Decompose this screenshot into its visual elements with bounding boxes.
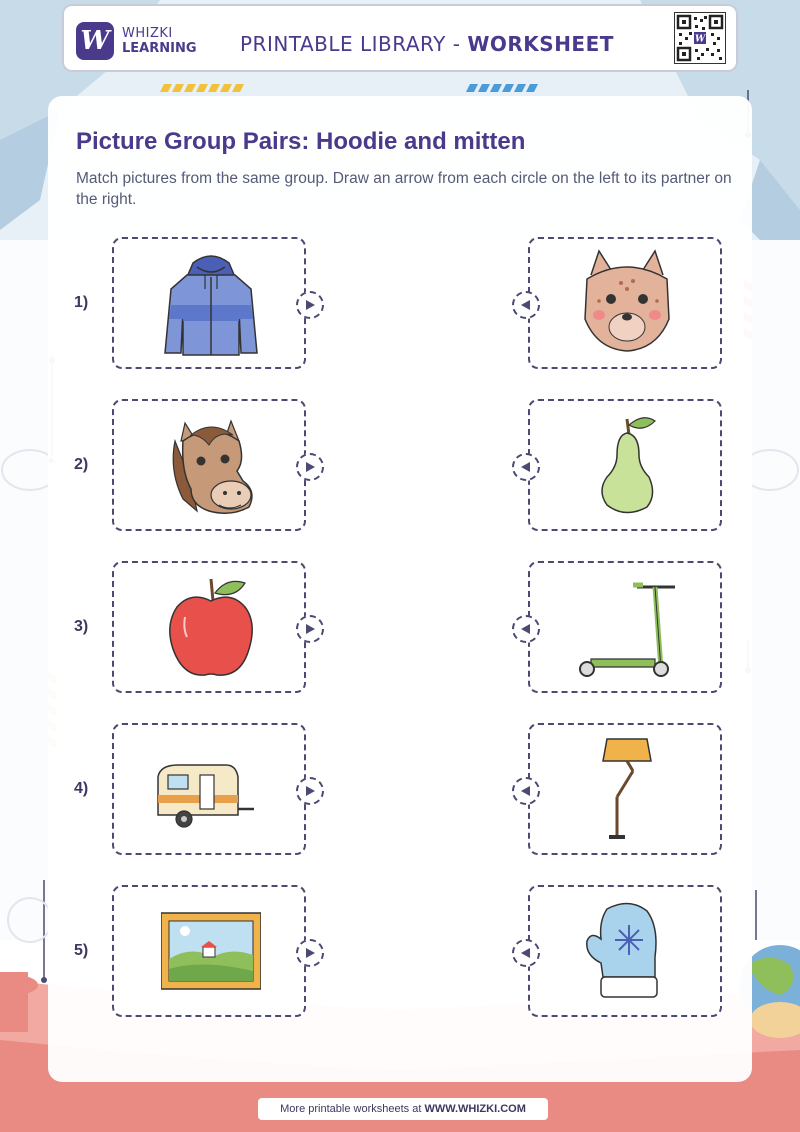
right-picture-box-1 xyxy=(528,237,722,369)
arrow-left-icon xyxy=(521,948,531,958)
right-match-circle-2[interactable] xyxy=(512,453,540,481)
pear-icon xyxy=(577,411,677,519)
row-number: 2) xyxy=(74,456,89,473)
row-number: 1) xyxy=(74,294,89,311)
arrow-right-icon xyxy=(305,948,315,958)
footer-prefix: More printable worksheets at xyxy=(280,1103,425,1115)
worksheet-instructions: Match pictures from the same group. Draw an arrow from each circle on the left to its partner on the right. xyxy=(76,170,732,208)
whizki-logo-icon: W xyxy=(76,22,114,60)
left-match-circle-5[interactable] xyxy=(296,939,324,967)
horse-icon xyxy=(161,411,261,519)
arrow-left-icon xyxy=(521,300,531,310)
hoodie-icon xyxy=(161,249,261,357)
arrow-right-icon xyxy=(305,786,315,796)
arrow-right-icon xyxy=(305,624,315,634)
arrow-left-icon xyxy=(521,462,531,472)
right-match-circle-3[interactable] xyxy=(512,615,540,643)
brand-line-2: LEARNING xyxy=(122,41,197,56)
worksheet-title: Picture Group Pairs: Hoodie and mitten xyxy=(76,128,526,155)
header-title-bold: WORKSHEET xyxy=(467,32,614,56)
arrow-right-icon xyxy=(305,462,315,472)
brand-name xyxy=(122,26,197,56)
left-picture-box-5 xyxy=(112,885,306,1017)
page-header xyxy=(62,4,738,72)
header-title xyxy=(240,32,614,56)
footer-site-link[interactable]: WWW.WHIZKI.COM xyxy=(424,1103,526,1115)
left-match-circle-3[interactable] xyxy=(296,615,324,643)
right-picture-box-4 xyxy=(528,723,722,855)
arrow-right-icon xyxy=(305,300,315,310)
qr-code-icon xyxy=(674,12,726,64)
brand-line-1: WHIZKI xyxy=(122,26,173,41)
kick-scooter-icon xyxy=(577,573,677,681)
arrow-left-icon xyxy=(521,624,531,634)
left-picture-box-1 xyxy=(112,237,306,369)
floor-lamp-icon xyxy=(577,735,677,843)
camper-trailer-icon xyxy=(154,735,254,843)
left-match-circle-4[interactable] xyxy=(296,777,324,805)
left-picture-box-2 xyxy=(112,399,306,531)
left-match-circle-2[interactable] xyxy=(296,453,324,481)
framed-painting-icon xyxy=(161,897,261,1005)
footer-note xyxy=(258,1098,548,1120)
left-picture-box-4 xyxy=(112,723,306,855)
arrow-left-icon xyxy=(521,786,531,796)
svg-text:W: W xyxy=(694,34,706,45)
header-title-prefix: PRINTABLE LIBRARY - xyxy=(240,32,468,56)
right-picture-box-5 xyxy=(528,885,722,1017)
left-picture-box-3 xyxy=(112,561,306,693)
row-number: 5) xyxy=(74,942,89,959)
apple-icon xyxy=(161,573,261,681)
left-match-circle-1[interactable] xyxy=(296,291,324,319)
row-number: 4) xyxy=(74,780,89,797)
right-match-circle-5[interactable] xyxy=(512,939,540,967)
right-match-circle-4[interactable] xyxy=(512,777,540,805)
right-picture-box-2 xyxy=(528,399,722,531)
lynx-icon xyxy=(577,249,677,357)
mitten-icon xyxy=(577,897,677,1005)
right-picture-box-3 xyxy=(528,561,722,693)
row-number: 3) xyxy=(74,618,89,635)
right-match-circle-1[interactable] xyxy=(512,291,540,319)
